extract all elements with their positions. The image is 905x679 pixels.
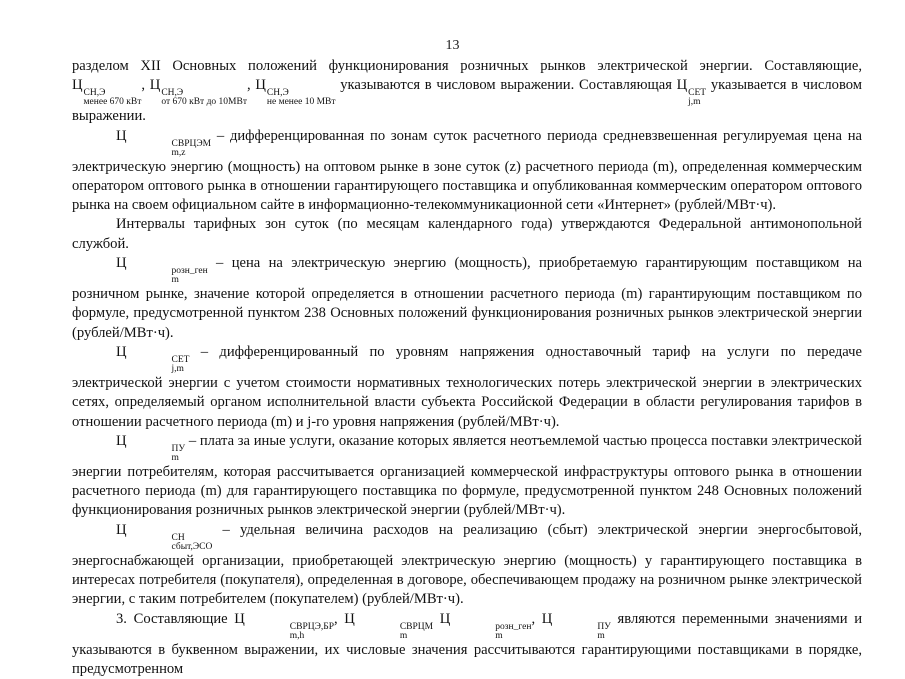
paragraph-text: 3. Составляющие	[116, 610, 235, 627]
symbol-c-pu: Ц ПУ m	[541, 610, 611, 641]
paragraph-tariff-intervals	[72, 215, 862, 254]
paragraph-components-intro: разделом XII Основных положений функционирования розничных рынков электрической энергии. Составляющие, Ц СН,Э менее 670 кВт , Ц СН,Э от 670 кВт до 10МВт , Ц СН,Э не менее 10 МВт указываются в числовом выражении. Составляющая Ц СЕТ j,m указывается в числовом выражении.	[72, 58, 863, 125]
paragraph-svrcem-definition	[72, 127, 862, 216]
symbol-c-set-jm: Ц СЕТ j,m	[676, 77, 707, 108]
paragraph-text: – цена на электрическую энергию (мощность), приобретаемую гарантирующим поставщиком на розничном рынке, значение которой определяется в отношении расчетного периода (m) гарантирующим поставщиком по формуле, предусмотренной пунктом 238 Основных положений функционирования розничных рынков электрической энергии (рублей/МВт·ч).	[72, 255, 862, 341]
symbol-c-sn-e-670-to-10mw: Ц СН,Э от 670 кВт до 10МВт	[149, 77, 247, 108]
paragraph-text: – удельная величина расходов на реализацию (сбыт) электрической энергии энергосбытовой, энергоснабжающей организации, приобретающей электрическую энергию (мощность) у гарантирующего поставщика в интересах потребителя (покупателя), определенная в договоре, обеспечивающем продажу на розничном рынке электрической энергии, с таким потребителем (покупателем) (рублей/МВт·ч).	[72, 521, 862, 608]
symbol-c-svrcem: Ц СВРЦЭМ m,z	[116, 127, 212, 158]
symbol-c-set: Ц СЕТ j,m	[116, 343, 190, 374]
symbol-c-rozn-gen: Ц розн_ген m	[439, 610, 532, 641]
symbol-c-sn-sbyt-eso: Ц СН сбыт,ЭСО	[116, 521, 213, 552]
symbol-c-rozn-gen: Ц розн_ген m	[116, 255, 208, 286]
symbol-c-sn-e-not-less-10mw: Ц СН,Э не менее 10 МВт	[255, 77, 336, 108]
symbol-c-svrce-br: Ц СВРЦЭ,БР m,h	[234, 610, 334, 641]
paragraph-pu-definition	[72, 432, 862, 521]
paragraph-text: являются переменными значениями и указываются в буквенном выражении, их числовые значения рассчитываются гарантирующими поставщиками в порядке, предусмотренном	[72, 610, 863, 677]
paragraph-text: – дифференцированная по зонам суток расчетного периода средневзвешенная регулируемая цена на электрическую энергию (мощность) на оптовом рынке в зоне суток (z) расчетного периода (m), определенная коммерческим оператором оптового рынка в отношении гарантирующего поставщика и опубликованная коммерческим оператором оптового рынка на своем официальном сайте в информационно-телекоммуникационной сети «Интернет» (рублей/МВт·ч).	[72, 127, 862, 214]
paragraph-text: указывается в числовом выражении.	[72, 77, 863, 125]
paragraph-text: Интервалы тарифных зон суток (по месяцам календарного года) утверждаются Федеральной антимонопольной службой.	[72, 216, 862, 252]
paragraph-variable-components: 3. Составляющие Ц СВРЦЭ,БР m,h , Ц СВРЦМ m Ц розн_ген m , Ц ПУ m являются переменными значениями и указываются в буквенном выражении, их числовые значения рассчитываются гарантирующими поставщиками в порядке, предусмотренном	[72, 610, 863, 677]
paragraph-text: – плата за иные услуги, оказание которых является неотъемлемой частью процесса поставки электрической энергии потребителям, которая рассчитывается организацией коммерческой инфраструктуры оптового рынка в отношении расчетного периода (m) для гарантирующего поставщика по формуле, предусмотренной пунктом 248 Основных положений функционирования розничных рынков электрической энергии (рублей/МВт·ч).	[72, 432, 862, 519]
paragraph-text: указываются в числовом выражении. Составляющая	[335, 77, 677, 94]
symbol-c-svrcm: Ц СВРЦМ m	[344, 610, 434, 641]
paragraph-rozn-gen-definition	[72, 254, 862, 343]
page-number: 13	[445, 38, 460, 53]
paragraph-text: – дифференцированный по уровням напряжения одноставочный тариф на услуги по передаче электрической энергии с учетом стоимости нормативных технологических потерь электрической энергии в электрических сетях, определяемый органом исполнительной власти субъекта Российской Федерации в области регулирования тарифов в отношении расчетного периода (m) и j-го уровня напряжения (рублей/МВт·ч).	[72, 343, 862, 430]
symbol-c-sn-e-less-670: Ц СН,Э менее 670 кВт	[72, 77, 142, 108]
paragraph-set-definition	[72, 343, 862, 432]
symbol-c-pu: Ц ПУ m	[116, 432, 186, 463]
paragraph-sbyt-eso-definition	[72, 521, 862, 610]
paragraph-text: разделом XII Основных положений функционирования розничных рынков электрической энергии. Составляющие,	[72, 58, 862, 74]
document-body	[72, 57, 862, 679]
